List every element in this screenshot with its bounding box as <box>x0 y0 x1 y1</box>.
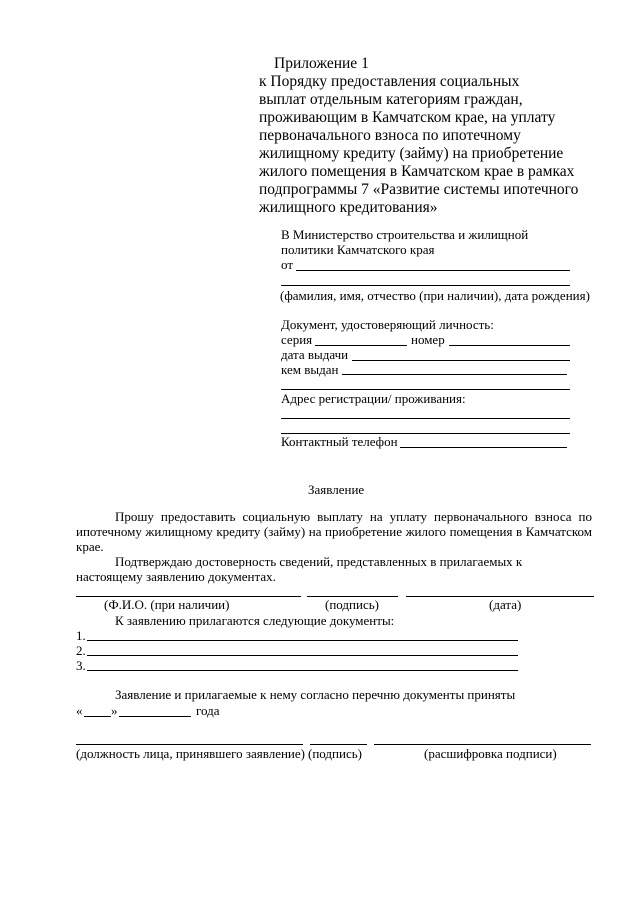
receiver-position-field[interactable] <box>76 744 303 745</box>
address-label: Адрес регистрации/ проживания: <box>281 391 466 406</box>
appendix-line: первоначального взноса по ипотечному <box>259 127 521 144</box>
addressee-ministry: В Министерство строительства и жилищной <box>281 227 529 242</box>
appendix-line: выплат отдельным категориям граждан, <box>259 91 523 108</box>
appendix-line: жилищному кредиту (займу) на приобретение <box>259 145 564 162</box>
issued-by-field-2[interactable] <box>281 389 570 390</box>
appendix-line: Приложение 1 <box>274 55 369 72</box>
statement-para1: Прошу предоставить социальную выплату на уплату первоначального взноса по <box>115 509 592 524</box>
statement-para1: ипотечному жилищному кредиту (займу) на приобретение жилого помещения в Камчатском <box>76 524 592 539</box>
from-field-2[interactable] <box>281 285 570 286</box>
receiver-decode-field[interactable] <box>374 744 591 745</box>
series-field[interactable] <box>315 345 407 346</box>
applicant-sign-caption: (подпись) <box>325 597 379 612</box>
phone-field[interactable] <box>400 447 567 448</box>
doc-number: 3. <box>76 658 86 673</box>
series-label: серия <box>281 332 313 347</box>
issued-by-field[interactable] <box>342 374 567 375</box>
doc-number: 1. <box>76 628 86 643</box>
doc-field[interactable] <box>87 670 518 671</box>
statement-para2: настоящему заявлению документах. <box>76 569 276 584</box>
receiver-sign-caption: (подпись) <box>308 746 362 761</box>
issue-date-label: дата выдачи <box>281 347 349 362</box>
applicant-date-caption: (дата) <box>489 597 522 612</box>
from-label: от <box>281 257 294 272</box>
doc-number: 2. <box>76 643 86 658</box>
fio-caption: (фамилия, имя, отчество (при наличии), дата рождения) <box>280 288 590 303</box>
date-close-quote: » <box>111 703 118 718</box>
receiver-position-caption: (должность лица, принявшего заявление) <box>76 746 305 761</box>
appendix-line: проживающим в Камчатском крае, на уплату <box>259 109 556 126</box>
attached-intro: К заявлению прилагаются следующие документы: <box>115 613 395 628</box>
number-label: номер <box>411 332 445 347</box>
issue-date-field[interactable] <box>352 360 570 361</box>
receiver-sign-field[interactable] <box>310 744 367 745</box>
receiver-decode-caption: (расшифровка подписи) <box>424 746 557 761</box>
statement-para2: Подтверждаю достоверность сведений, представленных в прилагаемых к <box>115 554 523 569</box>
accept-month-field[interactable] <box>119 716 191 717</box>
accepted-text: Заявление и прилагаемые к нему согласно перечню документы приняты <box>115 687 516 702</box>
from-field[interactable] <box>296 270 570 271</box>
appendix-line: к Порядку предоставления социальных <box>259 73 520 90</box>
applicant-fio-caption: (Ф.И.О. (при наличии) <box>104 597 230 612</box>
address-field[interactable] <box>281 418 570 419</box>
appendix-line: подпрограммы 7 «Развитие системы ипотечного <box>259 181 579 198</box>
number-field[interactable] <box>449 345 570 346</box>
doc-field[interactable] <box>87 640 518 641</box>
appendix-line: жилищного кредитования» <box>259 199 438 216</box>
appendix-line: жилого помещения в Камчатском крае в рамках <box>259 163 575 180</box>
issued-by-label: кем выдан <box>281 362 339 377</box>
doc-field[interactable] <box>87 655 518 656</box>
statement-title: Заявление <box>308 482 365 497</box>
addressee-ministry-2: политики Камчатского края <box>281 242 435 257</box>
date-open-quote: « <box>76 703 83 718</box>
doc-title: Документ, удостоверяющий личность: <box>281 317 494 332</box>
year-word: года <box>196 703 220 718</box>
accept-day-field[interactable] <box>84 716 111 717</box>
phone-label: Контактный телефон <box>281 434 398 449</box>
statement-para1: крае. <box>76 539 104 554</box>
